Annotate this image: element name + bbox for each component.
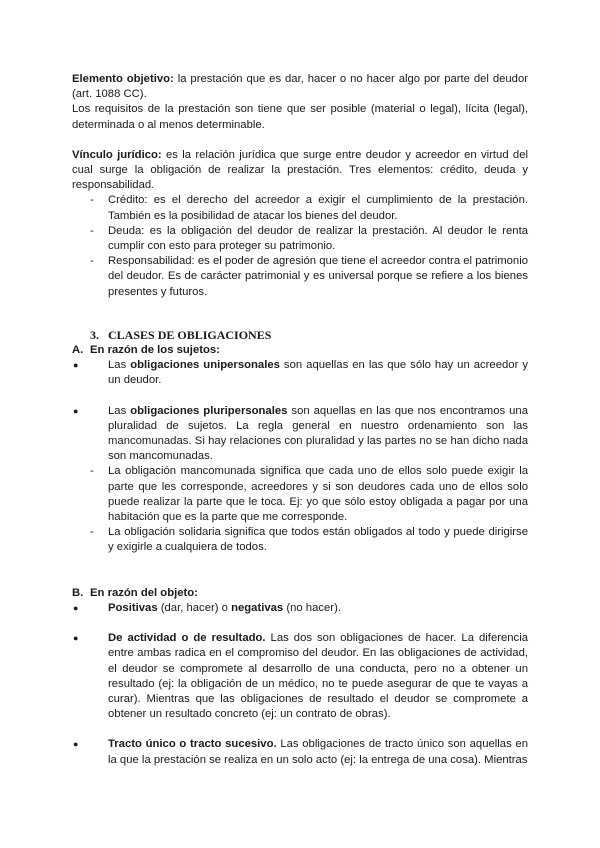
sujetos-pluripersonales-list [72, 404, 528, 465]
bullet-icon: ● [73, 360, 79, 371]
section-number: 3. [90, 327, 99, 342]
subsection-letter: B. [72, 586, 84, 599]
elemento-objetivo-paragraph [72, 72, 528, 102]
list-item-solidaria [72, 525, 528, 555]
text-span: Las [108, 404, 131, 417]
elemento-objetivo-text: la prestación que es dar, hacer o no hacer algo por parte del deudor (art. 1088 CC). [72, 73, 529, 101]
subsection-heading-objeto [72, 586, 528, 601]
sujetos-subtypes-list [72, 464, 528, 555]
vinculo-juridico-label: Vínculo jurídico: [72, 148, 162, 161]
bullet-icon: ● [73, 602, 79, 613]
list-item-actividad-resultado [72, 631, 528, 722]
list-item-mancomunada [72, 464, 528, 525]
list-item-text: La obligación solidaria significa que todos están obligados al todo y puede dirigirse y exigirle a cualquiera de todos. [108, 526, 528, 554]
text-span: Las dos son obligaciones de hacer. La diferencia entre ambas radica en el compromiso del deudor. En las obligaciones de actividad, el deudor se compromete al desarrollo de una conducta, pero no a obtener un resultado (ej: la obligación de un médico, no te puede asegurar de que te vayas a curar). Mientras que las obligaciones de resultado el deudor se compromete a obtener un resultado concreto (ej: un contrato de obras). [108, 632, 528, 721]
elemento-objetivo-block [72, 72, 528, 133]
term-pluripersonales: obligaciones pluripersonales [130, 404, 288, 417]
text-span: son aquellas en las que sólo hay un acreedor y un deudor. [108, 359, 528, 387]
elemento-objetivo-label: Elemento objetivo: [72, 73, 174, 85]
vinculo-juridico-text: es la relación jurídica que surge entre deudor y acreedor en virtud del cual surge la obligación de realizar la prestación. Tres elementos: crédito, deuda y responsabilidad. [72, 148, 528, 192]
term-negativas: negativas [231, 601, 284, 614]
objeto-actividad-list [72, 631, 528, 722]
list-item-deuda [72, 224, 528, 254]
objeto-list [72, 601, 528, 616]
dash-icon: - [90, 526, 94, 539]
list-item-text: Responsabilidad: es el poder de agresión que tiene el acreedor contra el patrimonio del deudor. Es de carácter patrimonial y es universal porque se refiere a los bienes presentes y futuros. [108, 255, 528, 298]
term-actividad-resultado: De actividad o de resultado. [108, 632, 266, 645]
text-span: Las [108, 359, 131, 372]
dash-icon: - [90, 194, 94, 207]
subsection-title: En razón del objeto: [90, 586, 198, 599]
text-span: Las obligaciones de tracto único son aquellas en la que la prestación se realiza en un solo acto (ej: la entrega de una cosa). Mientras [108, 738, 528, 766]
list-item-unipersonales [72, 358, 528, 388]
subsection-heading-sujetos [72, 343, 528, 358]
spacer [72, 722, 528, 737]
term-unipersonales: obligaciones unipersonales [130, 359, 280, 372]
section-heading [72, 328, 528, 343]
vinculo-juridico-block [72, 148, 528, 300]
section-title: CLASES DE OBLIGACIONES [108, 327, 272, 342]
spacer [72, 616, 528, 631]
bullet-icon: ● [73, 405, 79, 416]
text-span: son aquellas en las que nos encontramos una pluralidad de sujetos. La regla general en nuestro ordenamiento son las mancomunadas. Si hay relaciones con pluralidad y las partes no se han dicho nada son mancomunadas. [108, 404, 528, 463]
dash-icon: - [90, 465, 94, 478]
list-item-text: La obligación mancomunada significa que cada uno de ellos solo puede exigir la parte que les corresponde, acreedores y si son deudores cada uno de ellos solo puede realizar la parte que le toca. Ej: yo que sólo estoy obligada a pagar por una habitación que es la parte que me corresponde. [108, 465, 528, 524]
sujetos-unipersonales-list [72, 358, 528, 388]
text-span: (no hacer). [283, 601, 341, 614]
text-span: (dar, hacer) o [157, 601, 232, 614]
list-item-positivas-negativas [72, 601, 528, 616]
list-item-pluripersonales [72, 404, 528, 465]
list-item-credito [72, 193, 528, 223]
vinculo-juridico-paragraph [72, 148, 528, 194]
term-tracto: Tracto único o tracto sucesivo. [108, 738, 277, 751]
dash-icon: - [90, 255, 94, 268]
list-item-text: Deuda: es la obligación del deudor de realizar la prestación. Al deudor le renta cumplir con esto para proteger su patrimonio. [108, 224, 528, 253]
spacer [72, 389, 528, 404]
subsection-letter: A. [72, 344, 84, 357]
requisitos-paragraph: Los requisitos de la prestación son tiene que ser posible (material o legal), lícita (legal), determinada o al menos determinable. [72, 103, 528, 131]
list-item-text: Crédito: es el derecho del acreedor a exigir el cumplimiento de la prestación. También es la posibilidad de atacar los bienes del deudor. [108, 194, 528, 222]
spacer [72, 556, 528, 586]
objeto-tracto-list [72, 737, 528, 767]
subsection-title: En razón de los sujetos: [90, 344, 220, 357]
list-item-responsabilidad [72, 254, 528, 300]
bullet-icon: ● [73, 633, 79, 644]
vinculo-elements-list [72, 193, 528, 299]
list-item-tracto [72, 737, 528, 767]
dash-icon: - [90, 224, 94, 237]
bullet-icon: ● [73, 739, 79, 750]
term-positivas: Positivas [108, 601, 158, 614]
document-page [72, 72, 528, 768]
